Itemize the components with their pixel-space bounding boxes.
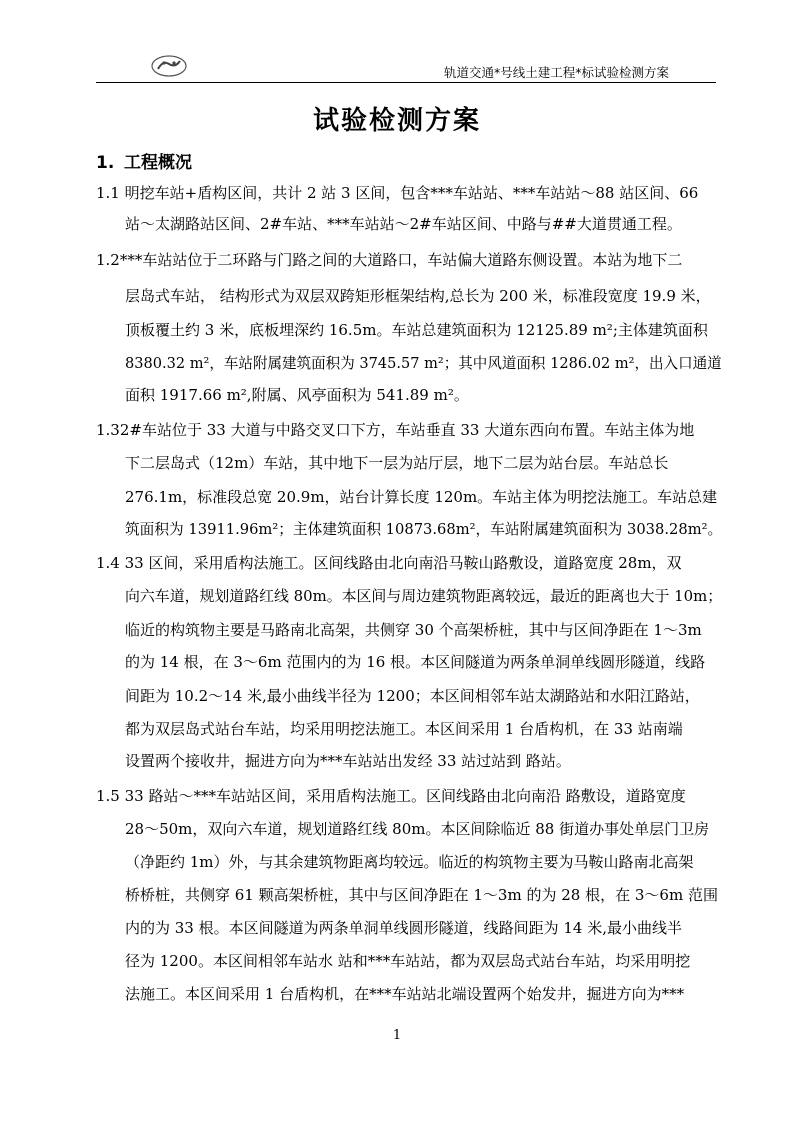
section-title: 工程概况 <box>124 153 192 173</box>
paragraph-1-1-line: 站～太湖路站区间、2#车站、***车站站～2#车站区间、中路与##大道贯通工程。 <box>125 215 682 233</box>
paragraph-1-3-line: 下二层岛式（12m）车站，其中地下一层为站厅层，地下二层为站台层。车站总长 <box>125 454 669 472</box>
paragraph-1-3-line: 276.1m，标准段总宽 20.9m，站台计算长度 120m。车站主体为明挖法施工。车站总建 <box>125 488 718 506</box>
paragraph-1-3-line: 筑面积为 13911.96m²；主体建筑面积 10873.68m²，车站附属建筑面积为 3038.28m²。 <box>125 520 723 538</box>
paragraph-1-2-line: 1.2***车站站位于二环路与门路之间的大道路口，车站偏大道路东侧设置。本站为地下二 <box>96 251 683 269</box>
paragraph-1-5-line: （净距约 1m）外，与其余建筑物距离均较远。临近的构筑物主要为马鞍山路南北高架 <box>125 853 694 871</box>
company-logo-icon <box>150 54 188 78</box>
paragraph-1-2-line: 顶板覆土约 3 米，底板埋深约 16.5m。车站总建筑面积为 12125.89 m²;主体建筑面积 <box>125 321 708 339</box>
header-text: 轨道交通*号线土建工程*标试验检测方案 <box>444 65 670 80</box>
paragraph-1-5-line: 桥桥桩，共侧穿 61 颗高架桥桩，其中与区间净距在 1～3m 的为 28 根，在 3～6m 范围 <box>125 886 718 904</box>
paragraph-1-4-line: 临近的构筑物主要是马路南北高架，共侧穿 30 个高架桥桩，其中与区间净距在 1～3m <box>125 621 702 639</box>
paragraph-1-3-line: 1.32#车站位于 33 大道与中路交叉口下方，车站垂直 33 大道东西向布置。车站主体为地 <box>96 421 695 439</box>
paragraph-1-4-line: 设置两个接收井，掘进方向为***车站站出发经 33 站过站到 路站。 <box>125 752 571 770</box>
paragraph-1-2-line: 层岛式车站， 结构形式为双层双跨矩形框架结构,总长为 200 米，标准段宽度 19.9 米， <box>125 287 711 305</box>
page-number: 1 <box>392 1028 402 1043</box>
paragraph-1-5-line: 1.5 33 路站～***车站站区间，采用盾构法施工。区间线路由北向南沿 路敷设，道路宽度 <box>96 787 686 805</box>
paragraph-1-4-line: 向六车道，规划道路红线 80m。本区间与周边建筑物距离较远，最近的距离也大于 10m； <box>125 587 723 605</box>
paragraph-1-5-line: 径为 1200。本区间相邻车站水 站和***车站站，都为双层岛式站台车站，均采用明挖 <box>125 952 691 970</box>
document-title: 试验检测方案 <box>312 106 481 136</box>
paragraph-1-5-line: 法施工。本区间采用 1 台盾构机，在***车站站北端设置两个始发井，掘进方向为*** <box>125 985 685 1003</box>
paragraph-1-4-line: 的为 14 根，在 3～6m 范围内的为 16 根。本区间隧道为两条单洞单线圆形隧道，线路 <box>125 653 706 671</box>
section-heading <box>96 148 192 173</box>
section-number: 1. <box>96 153 115 173</box>
paragraph-1-5-line: 内的为 33 根。本区间隧道为两条单洞单线圆形隧道，线路间距为 14 米,最小曲线半 <box>125 919 683 937</box>
paragraph-1-4-line: 1.4 33 区间，采用盾构法施工。区间线路由北向南沿马鞍山路敷设，道路宽度 28m，双 <box>96 554 682 572</box>
paragraph-1-1-line: 1.1 明挖车站+盾构区间，共计 2 站 3 区间，包含***车站站、***车站站～88 站区间、66 <box>96 184 699 202</box>
paragraph-1-2-line: 8380.32 m²，车站附属建筑面积为 3745.57 m²；其中风道面积 1286.02 m²，出入口通道 <box>125 354 722 372</box>
paragraph-1-2-line: 面积 1917.66 m²,附属、风亭面积为 541.89 m²。 <box>125 386 469 404</box>
paragraph-1-4-line: 间距为 10.2～14 米,最小曲线半径为 1200；本区间相邻车站太湖路站和水阳江路站， <box>125 687 700 705</box>
paragraph-1-4-line: 都为双层岛式站台车站，均采用明挖法施工。本区间采用 1 台盾构机，在 33 站南端 <box>125 720 683 738</box>
paragraph-1-5-line: 28～50m，双向六车道，规划道路红线 80m。本区间除临近 88 街道办事处单层门卫房 <box>125 820 710 838</box>
header-rule <box>96 82 716 83</box>
